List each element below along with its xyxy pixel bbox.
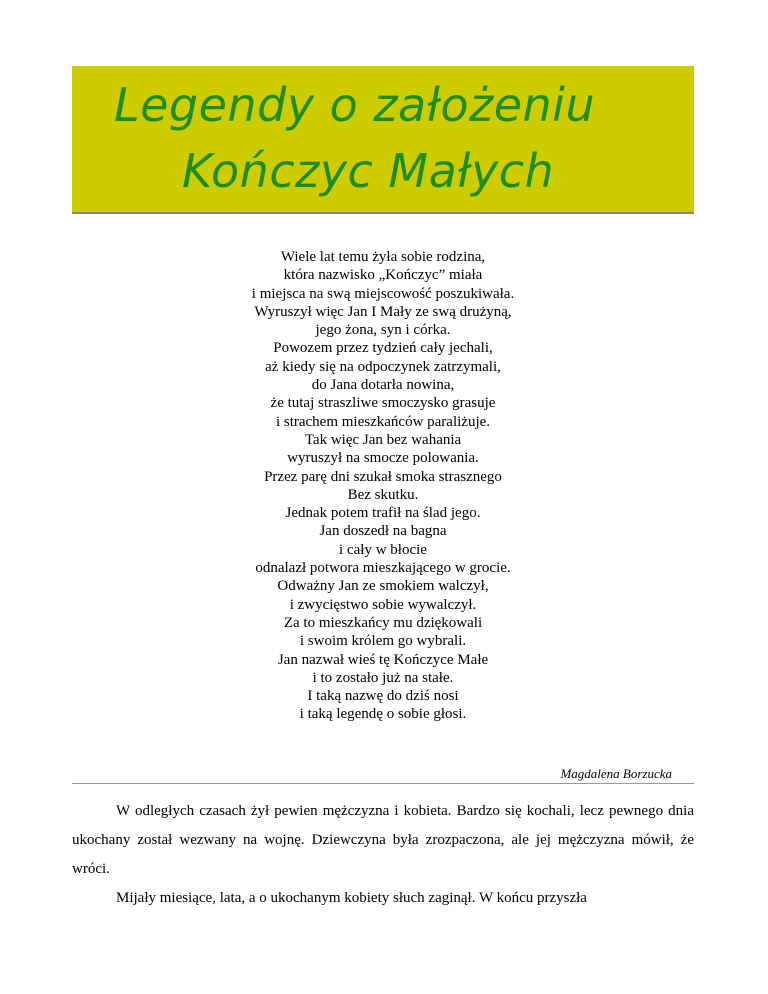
poem-line: i miejsca na swą miejscowość poszukiwała.: [251, 285, 515, 302]
poem-line: Odważny Jan ze smokiem walczył,: [277, 578, 489, 595]
poem-line: I taką nazwę do dziś nosi: [307, 688, 459, 705]
poem-line: Jan doszedł na bagna: [319, 523, 447, 540]
poem-line: i strachem mieszkańców paraliżuje.: [275, 413, 491, 430]
divider-rule: [72, 783, 694, 784]
paragraph: W odległych czasach żył pewien mężczyzna i kobieta. Bardzo się kochali, lecz pewnego dnia ukochany został wezwany na wojnę. Dziewczyna była zrozpaczona, ale jej mężczyzna mówił, że wróci.: [72, 803, 694, 877]
paragraph: Mijały miesiące, lata, a o ukochanym kobiety słuch zaginął. W końcu przyszła: [116, 890, 587, 906]
poem-line: Za to mieszkańcy mu dziękowali: [283, 614, 483, 631]
poem-line: i cały w błocie: [339, 541, 427, 558]
poem-line: Wiele lat temu żyła sobie rodzina,: [280, 249, 486, 265]
poem-line: która nazwisko „Kończyc” miała: [283, 267, 483, 284]
poem: [72, 248, 694, 724]
poem-line: do Jana dotarła nowina,: [311, 377, 455, 394]
poem-line: odnalazł potwora mieszkającego w grocie.: [255, 560, 511, 577]
poem-line: aż kiedy się na odpoczynek zatrzymali,: [265, 358, 501, 375]
poem-line: jego żona, syn i córka.: [315, 322, 451, 339]
poem-line: Tak więc Jan bez wahania: [304, 431, 462, 448]
poem-line: i zwycięstwo sobie wywalczył.: [289, 596, 477, 613]
poem-line: Jan nazwał wieś tę Kończyce Małe: [277, 651, 489, 668]
poem-line: i swoim królem go wybrali.: [299, 633, 467, 650]
poem-line: Przez parę dni szukał smoka strasznego: [264, 468, 502, 485]
title-line-1: Legendy o założeniu: [114, 78, 596, 132]
poem-line: Bez skutku.: [347, 486, 419, 503]
poem-line: wyruszył na smocze polowania.: [287, 450, 479, 467]
prose-section: [72, 797, 694, 913]
title-line-2: Kończyc Małych: [182, 144, 555, 198]
poem-line: że tutaj straszliwe smoczysko grasuje: [270, 395, 496, 412]
poem-line: Jednak potem trafił na ślad jego.: [285, 505, 481, 522]
poem-line: i to zostało już na stałe.: [312, 669, 454, 686]
title-banner: [72, 66, 694, 214]
author-signature: Magdalena Borzucka: [560, 766, 672, 781]
poem-line: Wyruszył więc Jan I Mały ze swą drużyną,: [254, 303, 512, 320]
poem-line: i taką legendę o sobie głosi.: [299, 706, 467, 723]
poem-line: Powozem przez tydzień cały jechali,: [273, 340, 493, 357]
